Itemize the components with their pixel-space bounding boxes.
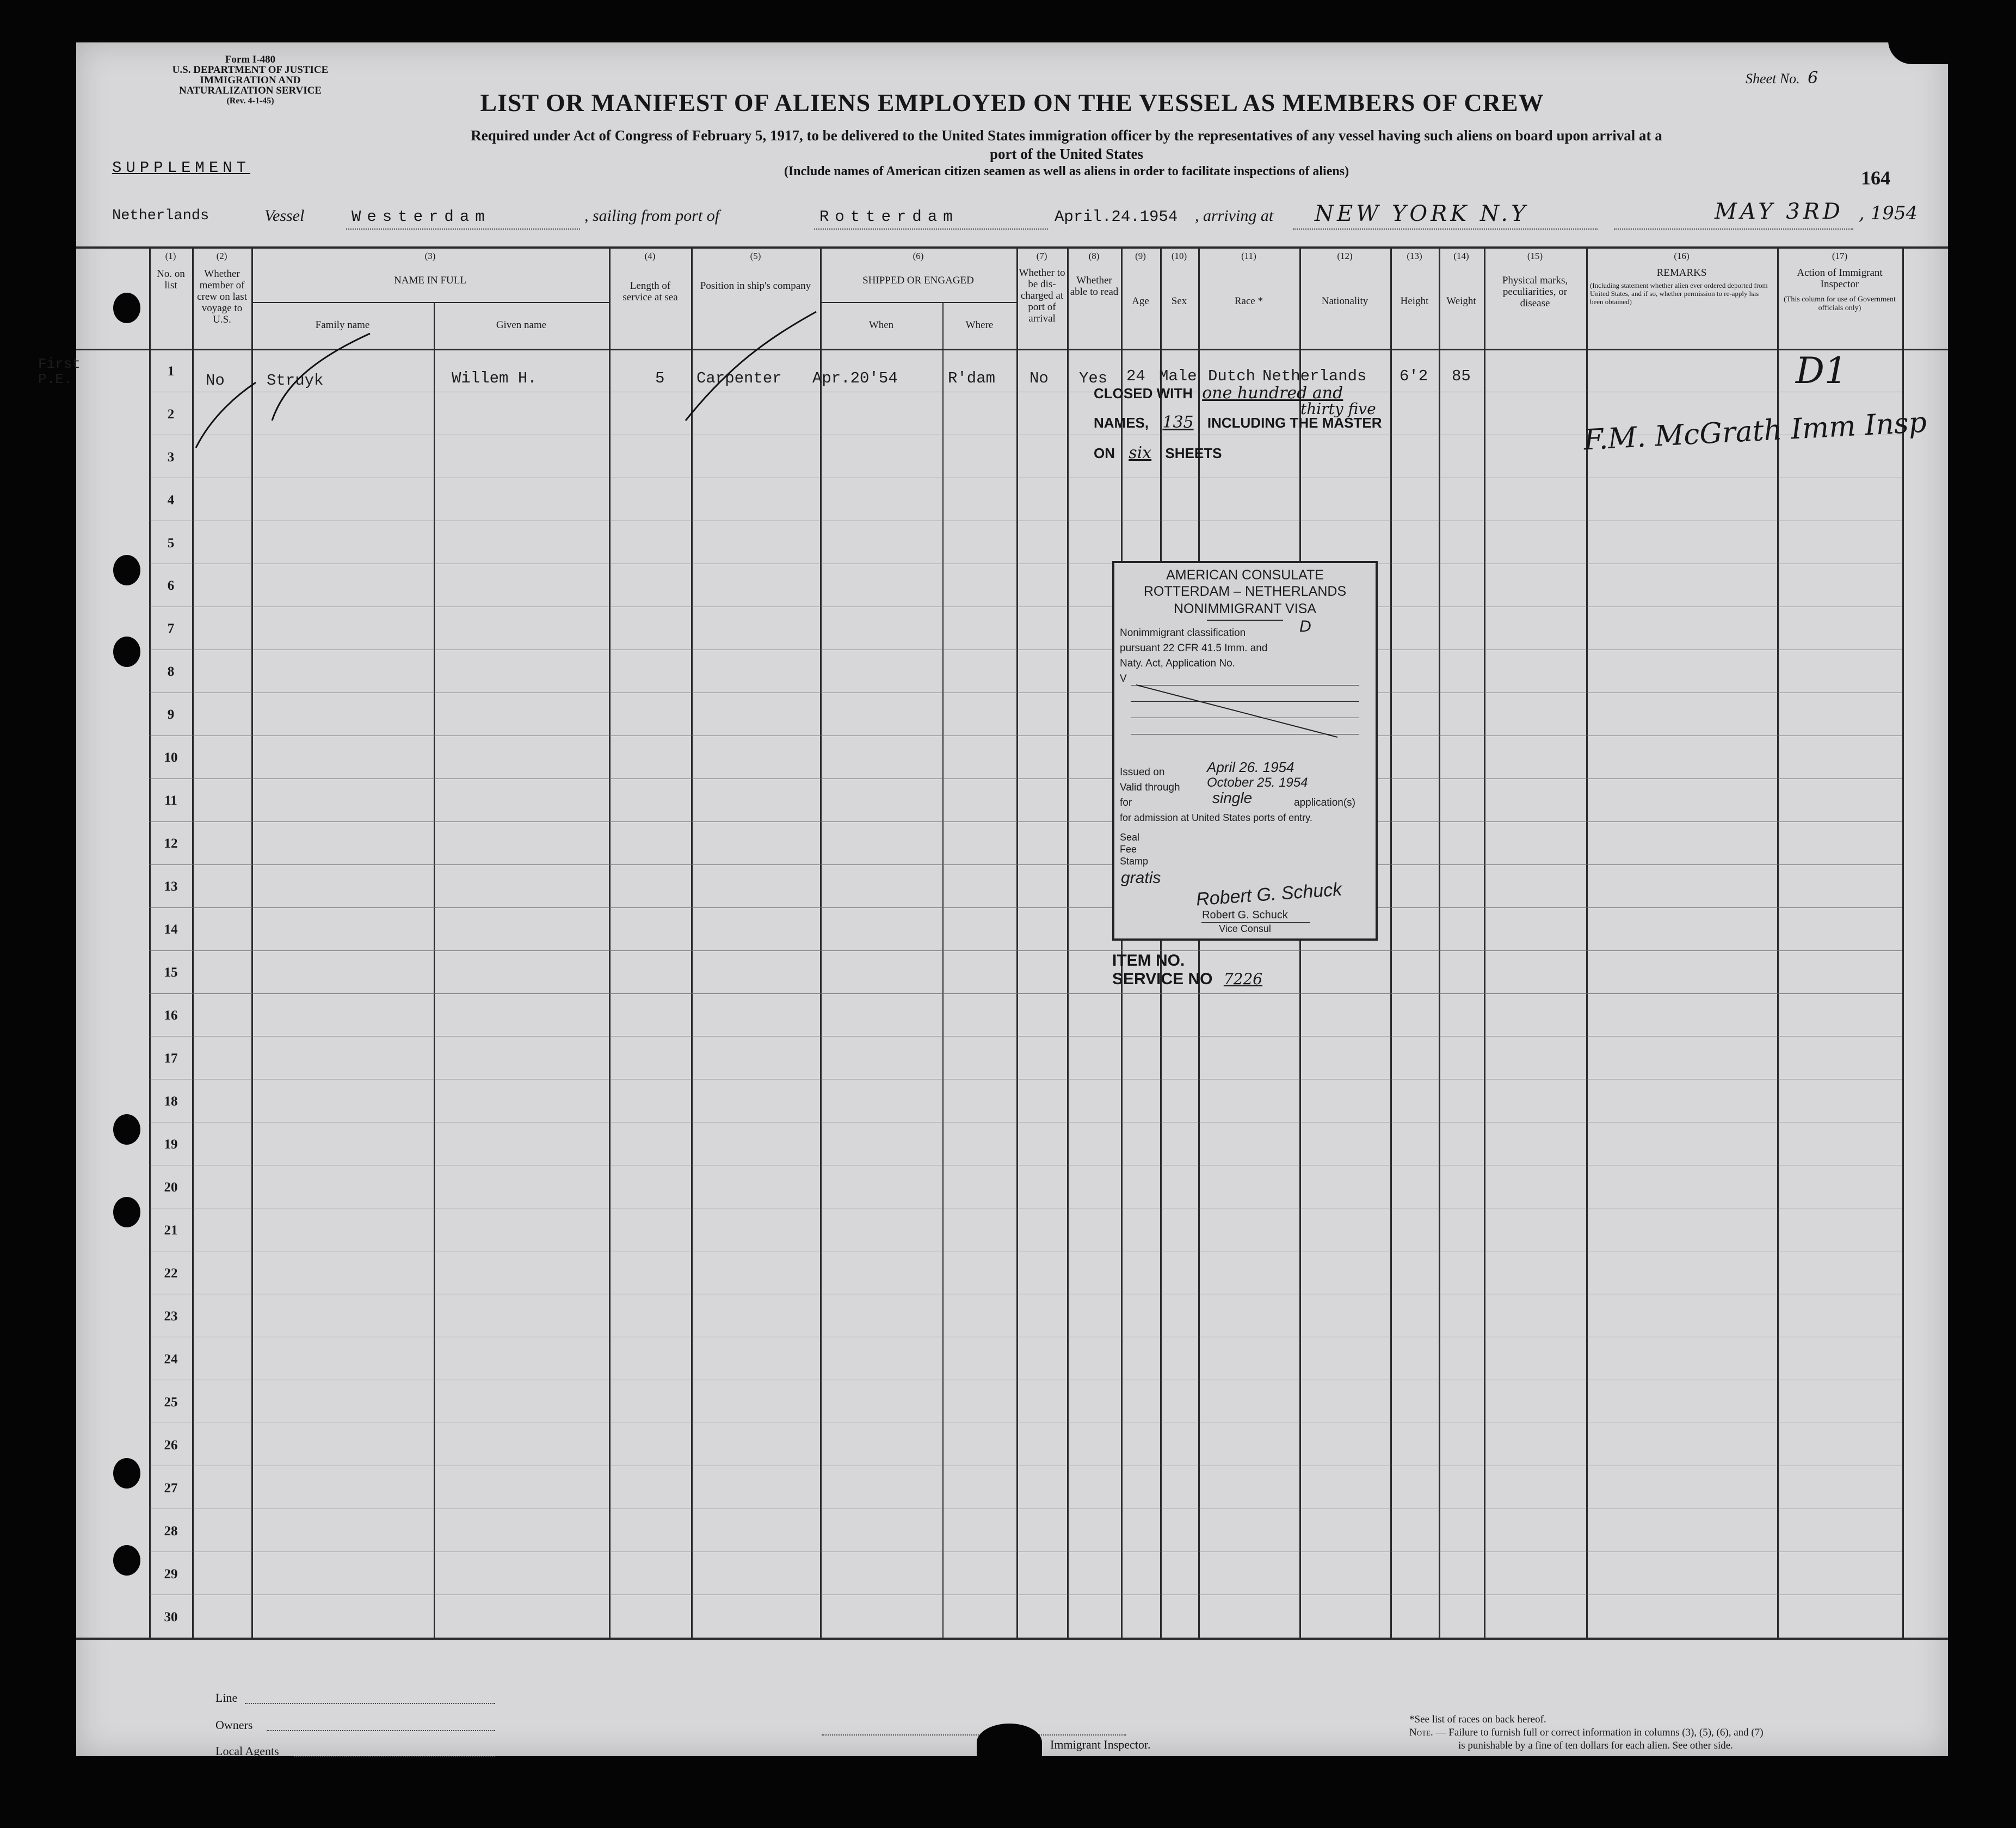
visa-applications: application(s): [1294, 797, 1355, 808]
paper-curl: [1888, 40, 1953, 64]
visa-stamp: [1112, 561, 1378, 941]
page-number: 164: [1861, 167, 1890, 189]
col-head-13: Height: [1400, 295, 1429, 307]
visa-consulate: AMERICAN CONSULATE: [1166, 567, 1324, 583]
punch-hole: [113, 637, 140, 667]
closing-sheets-count: six: [1129, 443, 1152, 462]
manifest-subtitle-1: Required under Act of Congress of February 5, 1917, to be delivered to the United States immigration officer by the representatives of any vessel having such aliens on board upon arrival at a: [471, 127, 1662, 144]
visa-signer-title: Vice Consul: [1219, 923, 1271, 934]
vessel-name: Westerdam: [352, 208, 491, 226]
sailing-date: April.24.1954: [1055, 208, 1178, 226]
row-number: 16: [164, 1008, 178, 1023]
row-number: 7: [167, 621, 175, 637]
arriving-label: , arriving at: [1195, 207, 1274, 225]
col-num-15: (15): [1527, 251, 1543, 261]
closing-count-words: one hundred and: [1202, 384, 1343, 403]
col-num-1: (1): [165, 251, 176, 261]
visa-city: ROTTERDAM – NETHERLANDS: [1143, 584, 1347, 599]
row-number: 17: [164, 1051, 178, 1066]
sheet-value: 6: [1808, 69, 1818, 88]
row-number: 12: [164, 836, 178, 851]
visa-signer-name: Robert G. Schuck: [1202, 909, 1288, 921]
col-head-16-note: (Including statement whether alien ever ordered deported from United States, and if so, whether permission to re-apply has been obtained): [1590, 281, 1768, 306]
entry-race: Dutch: [1208, 367, 1256, 385]
col-head-6-when: When: [868, 319, 894, 331]
sheet-number: [1746, 69, 1818, 88]
col-head-6-where: Where: [965, 319, 994, 331]
col-head-3-given: Given name: [496, 319, 547, 331]
punch-hole: [113, 1114, 140, 1145]
entry-position: Carpenter: [696, 369, 782, 387]
entry-last-voyage: No: [206, 372, 225, 390]
punch-hole: [113, 293, 140, 323]
col-num-12: (12): [1337, 251, 1353, 261]
entry-class-label: First P.E.: [38, 356, 81, 387]
footer-fine-note: is punishable by a fine of ten dollars for each alien. See other side.: [1458, 1740, 1733, 1751]
col-head-2: Whether member of crew on last voyage to U.S.: [197, 268, 247, 325]
arrival-port: NEW YORK N.Y: [1315, 201, 1529, 226]
row-number: 2: [167, 406, 175, 422]
item-no-label: ITEM NO.: [1112, 952, 1185, 969]
col-num-9: (9): [1135, 251, 1146, 261]
col-num-17: (17): [1832, 251, 1848, 261]
row-number: 3: [167, 449, 175, 465]
col-num-8: (8): [1088, 251, 1100, 261]
row-number: 24: [164, 1351, 178, 1367]
entry-weight: 85: [1452, 367, 1471, 385]
col-num-10: (10): [1171, 251, 1187, 261]
service-no-label: SERVICE NO: [1112, 970, 1213, 988]
row-number: 26: [164, 1437, 178, 1453]
arrival-date: MAY 3RD: [1715, 199, 1844, 224]
row-number: 14: [164, 922, 178, 937]
entry-when: Apr.20'54: [812, 369, 898, 387]
arrival-year: , 1954: [1859, 202, 1918, 224]
visa-nat-act: Naty. Act, Application No.: [1120, 658, 1235, 669]
entry-nationality: Netherlands: [1262, 367, 1367, 385]
visa-stamp-label: Stamp: [1120, 856, 1149, 867]
agency-ins: IMMIGRATION AND NATURALIZATION SERVICE: [178, 75, 322, 96]
closing-on-label: ON: [1094, 445, 1115, 461]
visa-v-label: V: [1120, 673, 1127, 684]
visa-admission: for admission at United States ports of entry.: [1120, 812, 1312, 823]
row-number: 5: [167, 535, 175, 551]
punch-hole: [113, 1545, 140, 1576]
action-code: D1: [1796, 350, 1847, 392]
visa-valid-label: Valid through: [1120, 782, 1180, 793]
punch-hole: [113, 1197, 140, 1227]
col-num-11: (11): [1241, 251, 1256, 261]
crew-entry-row: [38, 349, 1948, 392]
entry-service: 5: [655, 369, 665, 387]
col-num-14: (14): [1453, 251, 1469, 261]
visa-valid-date: October 25. 1954: [1207, 775, 1308, 790]
visa-seal-label: Seal: [1120, 832, 1140, 843]
entry-given-name: Willem H.: [452, 369, 537, 387]
col-num-4: (4): [644, 251, 656, 261]
visa-classification: D: [1299, 617, 1311, 635]
service-no-value: 7226: [1223, 970, 1263, 988]
closing-stamp: [1094, 384, 1540, 487]
col-head-5: Position in ship's company: [700, 280, 811, 292]
col-head-6: SHIPPED OR ENGAGED: [862, 275, 974, 286]
supplement-label: SUPPLEMENT: [112, 159, 251, 177]
agency-doj: U.S. DEPARTMENT OF JUSTICE: [172, 64, 329, 76]
closing-names-count: 135: [1162, 413, 1194, 432]
visa-classification-label: Nonimmigrant classification: [1120, 627, 1246, 639]
col-head-17-note: (This column for use of Government officials only): [1784, 295, 1896, 312]
row-number: 23: [164, 1308, 178, 1324]
row-number: 22: [164, 1265, 178, 1281]
sailing-port: Rotterdam: [819, 208, 959, 226]
row-number: 21: [164, 1222, 178, 1238]
bleed-through: [1545, 997, 1915, 1596]
col-head-16: REMARKS: [1656, 267, 1707, 279]
col-head-14: Weight: [1446, 295, 1476, 307]
footer-agents-label: Local Agents: [215, 1744, 279, 1758]
entry-where: R'dam: [948, 369, 996, 387]
visa-pursuant: pursuant 22 CFR 41.5 Imm. and: [1120, 643, 1268, 654]
closing-with-label: CLOSED WITH: [1094, 385, 1193, 402]
col-head-7: Whether to be dis-charged at port of arrival: [1019, 267, 1065, 324]
visa-for-value: single: [1212, 789, 1253, 806]
item-service-stamp: [1112, 952, 1262, 989]
col-head-10: Sex: [1171, 295, 1187, 307]
sailing-label: , sailing from port of: [584, 207, 720, 225]
entry-age: 24: [1126, 367, 1145, 385]
footer-penalty-note: — Failure to furnish full or correct information in columns (3), (5), (6), and (7): [1435, 1727, 1764, 1738]
visa-gratis: gratis: [1121, 869, 1161, 887]
row-number: 4: [167, 492, 175, 508]
row-number: 15: [164, 965, 178, 980]
row-number: 1: [167, 363, 175, 379]
footer-line-label: Line: [215, 1691, 238, 1705]
footer-owners-label: Owners: [215, 1718, 253, 1732]
punch-hole: [113, 1458, 140, 1489]
row-number: 27: [164, 1480, 178, 1496]
punch-hole: [113, 555, 140, 585]
row-number: 19: [164, 1137, 178, 1152]
col-head-17: Action of Immigrant Inspector: [1797, 267, 1883, 290]
col-num-5: (5): [750, 251, 761, 261]
col-num-3: (3): [424, 251, 436, 261]
col-head-3: NAME IN FULL: [394, 275, 466, 286]
vessel-label: Vessel: [264, 207, 305, 225]
manifest-subtitle-2: port of the United States: [990, 146, 1143, 162]
col-head-3-family: Family name: [315, 319, 370, 331]
row-number: 30: [164, 1609, 178, 1625]
footer-races-note: *See list of races on back hereof.: [1409, 1714, 1546, 1725]
visa-consul-signature: Robert G. Schuck: [1195, 879, 1343, 910]
footer-note-label: Note.: [1409, 1727, 1433, 1738]
col-head-12: Nationality: [1321, 295, 1368, 307]
entry-discharged: No: [1029, 369, 1049, 387]
sheet-label: Sheet No.: [1746, 71, 1800, 87]
visa-issued-date: April 26. 1954: [1207, 759, 1294, 775]
visa-fee-label: Fee: [1120, 844, 1137, 855]
manifest-title: LIST OR MANIFEST OF ALIENS EMPLOYED ON THE VESSEL AS MEMBERS OF CREW: [480, 89, 1544, 116]
crew-table: [38, 246, 1948, 1650]
col-num-13: (13): [1407, 251, 1422, 261]
row-number: 11: [164, 793, 177, 808]
inspector-signature: F.M. McGrath Imm Insp: [1582, 406, 1928, 457]
col-head-11: Race *: [1234, 295, 1263, 307]
entry-read: Yes: [1079, 369, 1108, 387]
row-number: 25: [164, 1394, 178, 1410]
col-head-4: Length of service at sea: [622, 280, 678, 303]
row-number: 9: [167, 707, 175, 722]
footer-inspector-label: Immigrant Inspector.: [1050, 1738, 1151, 1751]
row-number: 20: [164, 1180, 178, 1195]
closing-count-words-2: thirty five: [1300, 400, 1376, 418]
form-revision: (Rev. 4-1-45): [226, 96, 274, 106]
closing-sheets-label: SHEETS: [1165, 445, 1222, 461]
row-number: 28: [164, 1523, 178, 1539]
entry-family-name: Struyk: [267, 372, 324, 390]
visa-issued-label: Issued on: [1120, 767, 1165, 778]
entry-sex: Male: [1159, 367, 1197, 385]
manifest-subtitle-3: (Include names of American citizen seamen as well as aliens in order to facilitate inspections of aliens): [784, 164, 1349, 178]
row-number: 6: [167, 578, 175, 594]
col-head-15: Physical marks, peculiarities, or disease: [1502, 275, 1568, 309]
visa-for-label: for: [1120, 797, 1132, 808]
col-num-6: (6): [913, 251, 924, 261]
manifest-sheet: [38, 42, 1948, 1758]
col-num-16: (16): [1674, 251, 1690, 261]
row-number: 18: [164, 1094, 178, 1109]
col-head-9: Age: [1132, 295, 1149, 307]
entry-height: 6'2: [1400, 367, 1428, 385]
form-number: Form I-480: [225, 54, 276, 65]
row-number: 13: [164, 879, 178, 894]
visa-type: NONIMMIGRANT VISA: [1173, 601, 1317, 616]
col-head-1: No. on list: [157, 268, 185, 291]
closing-including-label: INCLUDING THE MASTER: [1207, 415, 1382, 431]
row-number: 10: [164, 750, 178, 765]
col-num-2: (2): [216, 251, 227, 261]
paper-tear: [977, 1724, 1042, 1762]
voyage-line: [112, 199, 1929, 233]
vessel-flag: Netherlands: [112, 208, 209, 224]
row-number: 8: [167, 664, 175, 680]
row-number: 29: [164, 1566, 178, 1582]
col-head-8: Whether able to read: [1070, 275, 1119, 298]
col-num-7: (7): [1036, 251, 1047, 261]
closing-names-label: NAMES,: [1094, 415, 1149, 431]
